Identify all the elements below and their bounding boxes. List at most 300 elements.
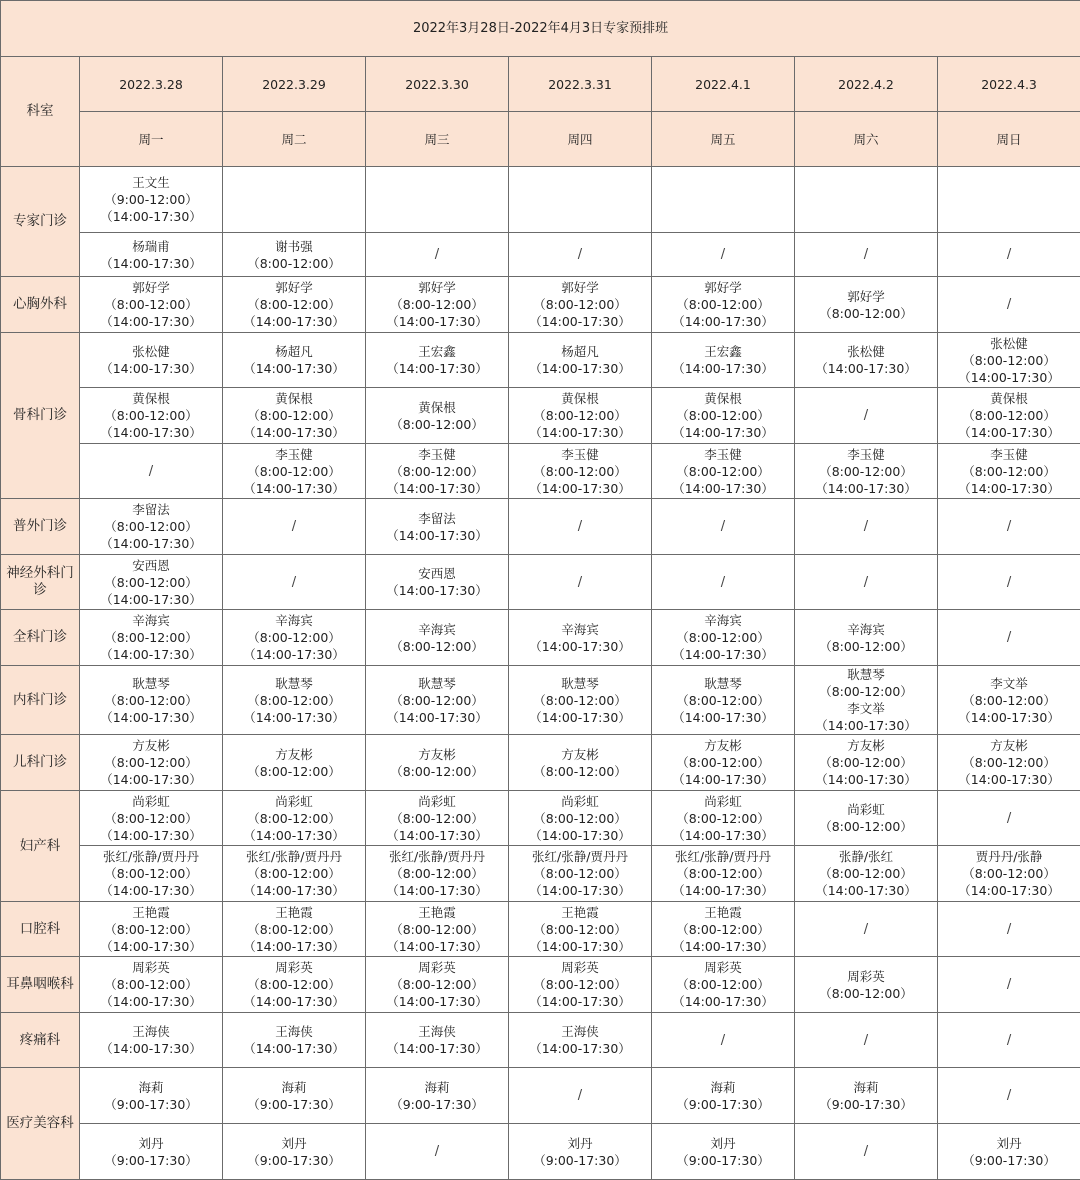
doctor-name: 耿慧琴 (509, 675, 651, 692)
doctor-name: 耿慧琴 (223, 675, 365, 692)
schedule-cell: / (938, 957, 1080, 1013)
table-row (1, 1068, 1080, 1124)
page-title: 2022年3月28日-2022年4月3日专家预排班 (1, 1, 1080, 57)
shift-time: （14:00-17:30） (366, 480, 508, 497)
schedule-cell: / (366, 1124, 509, 1180)
shift-time: （14:00-17:30） (366, 527, 508, 544)
schedule-cell (80, 735, 223, 791)
schedule-cell (652, 902, 795, 957)
shift-time: （14:00-17:30） (938, 480, 1080, 497)
shift-time: （8:00-12:00） (938, 463, 1080, 480)
schedule-cell (938, 1124, 1080, 1180)
date-header: 2022.3.30 (366, 57, 509, 112)
shift-time: （8:00-12:00） (652, 921, 794, 938)
doctor-name: 郭好学 (223, 279, 365, 296)
shift-time: （14:00-17:30） (652, 771, 794, 788)
doctor-name: 安西恩 (80, 557, 222, 574)
schedule-cell (366, 666, 509, 735)
doctor-name: 周彩英 (795, 968, 937, 985)
schedule-cell: / (223, 555, 366, 610)
doctor-name: 王宏鑫 (366, 343, 508, 360)
weekday-header: 周二 (223, 112, 366, 167)
shift-time: （9:00-17:30） (223, 1152, 365, 1169)
shift-time: （8:00-12:00） (509, 296, 651, 313)
shift-time: （14:00-17:30） (509, 480, 651, 497)
shift-time: （14:00-17:30） (652, 993, 794, 1010)
doctor-name: 李玉健 (509, 446, 651, 463)
shift-time: （8:00-12:00） (80, 296, 222, 313)
shift-time: （14:00-17:30） (223, 993, 365, 1010)
schedule-cell (795, 333, 938, 388)
doctor-name: 海莉 (795, 1079, 937, 1096)
table-row (1, 277, 1080, 333)
shift-time: （14:00-17:30） (223, 313, 365, 330)
shift-time: （8:00-12:00） (366, 296, 508, 313)
doctor-name: 周彩英 (509, 959, 651, 976)
schedule-cell (80, 666, 223, 735)
schedule-cell: / (795, 388, 938, 444)
shift-time: （8:00-12:00） (80, 407, 222, 424)
shift-time: （14:00-17:30） (509, 938, 651, 955)
schedule-cell (80, 1068, 223, 1124)
schedule-cell (80, 1124, 223, 1180)
doctor-name: 张松健 (795, 343, 937, 360)
doctor-name: 张红/张静/贾丹丹 (509, 848, 651, 865)
shift-time: （8:00-12:00） (652, 407, 794, 424)
shift-time: （9:00-17:30） (795, 1096, 937, 1113)
schedule-cell (795, 957, 938, 1013)
dept-column-header: 科室 (1, 57, 80, 167)
schedule-cell: / (652, 499, 795, 555)
schedule-cell: / (938, 791, 1080, 846)
doctor-name: 海莉 (652, 1079, 794, 1096)
shift-time: （9:00-17:30） (938, 1152, 1080, 1169)
shift-time: （14:00-17:30） (509, 993, 651, 1010)
doctor-name: 王海侠 (223, 1023, 365, 1040)
schedule-cell (223, 846, 366, 902)
doctor-name: 王宏鑫 (652, 343, 794, 360)
table-row (1, 1013, 1080, 1068)
doctor-name: 李玉健 (366, 446, 508, 463)
doctor-name: 方友彬 (652, 737, 794, 754)
schedule-cell (938, 846, 1080, 902)
table-row (1, 735, 1080, 791)
table-row (1, 555, 1080, 610)
shift-time: （14:00-17:30） (509, 424, 651, 441)
schedule-cell (652, 1124, 795, 1180)
shift-time: （8:00-12:00） (80, 574, 222, 591)
shift-time: （14:00-17:30） (80, 646, 222, 663)
doctor-name: 张红/张静/贾丹丹 (223, 848, 365, 865)
schedule-cell (80, 846, 223, 902)
schedule-cell (366, 846, 509, 902)
shift-time: （8:00-12:00） (938, 692, 1080, 709)
department-name: 疼痛科 (1, 1013, 80, 1068)
schedule-cell: / (652, 555, 795, 610)
shift-time: （14:00-17:30） (652, 827, 794, 844)
department-name: 全科门诊 (1, 610, 80, 666)
shift-time: （14:00-17:30） (366, 360, 508, 377)
schedule-cell (223, 610, 366, 666)
schedule-cell (652, 735, 795, 791)
shift-time: （9:00-17:30） (80, 1152, 222, 1169)
shift-time: （14:00-17:30） (795, 717, 937, 734)
shift-time: （8:00-12:00） (80, 629, 222, 646)
doctor-name: 安西恩 (366, 565, 508, 582)
doctor-name: 尚彩虹 (509, 793, 651, 810)
weekday-header: 周日 (938, 112, 1080, 167)
shift-time: （8:00-12:00） (652, 296, 794, 313)
department-name: 耳鼻咽喉科 (1, 957, 80, 1013)
shift-time: （14:00-17:30） (509, 360, 651, 377)
doctor-name: 辛海宾 (223, 612, 365, 629)
schedule-cell (509, 610, 652, 666)
doctor-name: 王海侠 (366, 1023, 508, 1040)
department-name: 口腔科 (1, 902, 80, 957)
table-row (1, 233, 1080, 277)
shift-time: （8:00-12:00） (366, 463, 508, 480)
doctor-name: 王艳霞 (366, 904, 508, 921)
schedule-cell (223, 666, 366, 735)
schedule-cell (652, 167, 795, 233)
shift-time: （14:00-17:30） (652, 360, 794, 377)
shift-time: （8:00-12:00） (80, 810, 222, 827)
shift-time: （9:00-17:30） (652, 1152, 794, 1169)
schedule-cell (223, 1013, 366, 1068)
schedule-cell (509, 333, 652, 388)
schedule-cell (652, 277, 795, 333)
shift-time: （14:00-17:30） (80, 313, 222, 330)
shift-time: （14:00-17:30） (652, 424, 794, 441)
doctor-name: 郭好学 (80, 279, 222, 296)
weekday-header: 周五 (652, 112, 795, 167)
date-header: 2022.3.29 (223, 57, 366, 112)
doctor-name: 黄保根 (223, 390, 365, 407)
schedule-cell: / (795, 902, 938, 957)
doctor-name: 黄保根 (509, 390, 651, 407)
doctor-name: 周彩英 (80, 959, 222, 976)
doctor-name: 刘丹 (223, 1135, 365, 1152)
schedule-cell: / (795, 499, 938, 555)
shift-time: （14:00-17:30） (80, 424, 222, 441)
doctor-name: 杨瑞甫 (80, 238, 222, 255)
shift-time: （8:00-12:00） (223, 255, 365, 272)
department-name: 心胸外科 (1, 277, 80, 333)
shift-time: （14:00-17:30） (509, 638, 651, 655)
doctor-name: 李玉健 (795, 446, 937, 463)
shift-time: （8:00-12:00） (652, 754, 794, 771)
schedule-cell (509, 277, 652, 333)
doctor-name: 耿慧琴 (652, 675, 794, 692)
schedule-cell (223, 277, 366, 333)
schedule-cell (223, 791, 366, 846)
table-row (1, 791, 1080, 846)
doctor-name: 方友彬 (938, 737, 1080, 754)
shift-time: （8:00-12:00） (223, 407, 365, 424)
shift-time: （14:00-17:30） (795, 360, 937, 377)
doctor-name: 方友彬 (795, 737, 937, 754)
table-row (1, 388, 1080, 444)
shift-time: （8:00-12:00） (509, 976, 651, 993)
shift-time: （8:00-12:00） (80, 692, 222, 709)
shift-time: （14:00-17:30） (652, 313, 794, 330)
doctor-name: 尚彩虹 (795, 801, 937, 818)
schedule-cell: / (795, 555, 938, 610)
shift-time: （8:00-12:00） (80, 865, 222, 882)
schedule-cell: / (795, 1124, 938, 1180)
table-row (1, 666, 1080, 735)
table-row (1, 1124, 1080, 1180)
schedule-cell (509, 902, 652, 957)
shift-time: （8:00-12:00） (366, 638, 508, 655)
schedule-cell (652, 610, 795, 666)
schedule-cell: / (652, 233, 795, 277)
shift-time: （14:00-17:30） (366, 827, 508, 844)
schedule-cell (509, 791, 652, 846)
table-row (1, 957, 1080, 1013)
shift-time: （14:00-17:30） (509, 827, 651, 844)
shift-time: （14:00-17:30） (223, 646, 365, 663)
shift-time: （14:00-17:30） (938, 882, 1080, 899)
shift-time: （8:00-12:00） (795, 463, 937, 480)
shift-time: （14:00-17:30） (366, 938, 508, 955)
shift-time: （14:00-17:30） (509, 882, 651, 899)
doctor-name: 郭好学 (795, 288, 937, 305)
shift-time: （8:00-12:00） (795, 683, 937, 700)
shift-time: 李文举 (795, 700, 937, 717)
doctor-name: 刘丹 (652, 1135, 794, 1152)
shift-time: （8:00-12:00） (509, 407, 651, 424)
shift-time: （14:00-17:30） (80, 882, 222, 899)
shift-time: （14:00-17:30） (80, 535, 222, 552)
doctor-name: 张红/张静/贾丹丹 (366, 848, 508, 865)
shift-time: （8:00-12:00） (223, 629, 365, 646)
schedule-cell (795, 735, 938, 791)
schedule-cell (366, 388, 509, 444)
schedule-cell (795, 1068, 938, 1124)
schedule-cell (795, 610, 938, 666)
schedule-cell (223, 444, 366, 499)
schedule-cell (938, 444, 1080, 499)
doctor-name: 辛海宾 (795, 621, 937, 638)
shift-time: （8:00-12:00） (80, 921, 222, 938)
schedule-cell (509, 1013, 652, 1068)
table-row (1, 499, 1080, 555)
shift-time: （8:00-12:00） (223, 763, 365, 780)
doctor-name: 尚彩虹 (223, 793, 365, 810)
schedule-cell (223, 333, 366, 388)
date-header: 2022.4.3 (938, 57, 1080, 112)
schedule-cell (509, 957, 652, 1013)
shift-time: （9:00-17:30） (652, 1096, 794, 1113)
doctor-name: 海莉 (366, 1079, 508, 1096)
schedule-cell (938, 167, 1080, 233)
schedule-cell (223, 902, 366, 957)
department-name: 骨科门诊 (1, 333, 80, 499)
schedule-cell (366, 1013, 509, 1068)
doctor-name: 方友彬 (366, 746, 508, 763)
schedule-cell (366, 957, 509, 1013)
shift-time: （8:00-12:00） (652, 865, 794, 882)
doctor-name: 方友彬 (223, 746, 365, 763)
schedule-cell (80, 1013, 223, 1068)
schedule-cell (366, 167, 509, 233)
doctor-name: 方友彬 (80, 737, 222, 754)
schedule-cell (652, 791, 795, 846)
shift-time: （14:00-17:30） (223, 1040, 365, 1057)
schedule-cell (509, 444, 652, 499)
doctor-name: 尚彩虹 (80, 793, 222, 810)
shift-time: （8:00-12:00） (509, 763, 651, 780)
shift-time: （8:00-12:00） (795, 985, 937, 1002)
department-name: 妇产科 (1, 791, 80, 902)
shift-time: （14:00-17:30） (80, 827, 222, 844)
shift-time: （14:00-17:30） (80, 709, 222, 726)
table-row (1, 610, 1080, 666)
shift-time: （14:00-17:30） (80, 1040, 222, 1057)
shift-time: （14:00-17:30） (652, 480, 794, 497)
shift-time: （8:00-12:00） (795, 305, 937, 322)
shift-time: （8:00-12:00） (652, 810, 794, 827)
weekday-header: 周四 (509, 112, 652, 167)
schedule-cell (795, 846, 938, 902)
shift-time: （14:00-17:30） (652, 882, 794, 899)
doctor-name: 黄保根 (938, 390, 1080, 407)
doctor-name: 尚彩虹 (366, 793, 508, 810)
schedule-cell (80, 555, 223, 610)
shift-time: （14:00-17:30） (366, 709, 508, 726)
doctor-name: 尚彩虹 (652, 793, 794, 810)
shift-time: （14:00-17:30） (795, 480, 937, 497)
shift-time: （14:00-17:30） (223, 709, 365, 726)
doctor-name: 贾丹丹/张静 (938, 848, 1080, 865)
shift-time: （9:00-17:30） (223, 1096, 365, 1113)
schedule-cell (652, 846, 795, 902)
shift-time: （8:00-12:00） (223, 865, 365, 882)
table-row (1, 333, 1080, 388)
shift-time: （14:00-17:30） (80, 591, 222, 608)
schedule-cell (652, 957, 795, 1013)
schedule-cell (80, 610, 223, 666)
department-name: 医疗美容科 (1, 1068, 80, 1180)
doctor-name: 李留法 (80, 501, 222, 518)
schedule-cell (80, 388, 223, 444)
shift-time: （14:00-17:30） (652, 709, 794, 726)
doctor-name: 刘丹 (509, 1135, 651, 1152)
shift-time: （8:00-12:00） (938, 352, 1080, 369)
shift-time: （8:00-12:00） (223, 921, 365, 938)
shift-time: （8:00-12:00） (366, 416, 508, 433)
doctor-name: 辛海宾 (366, 621, 508, 638)
schedule-cell (366, 277, 509, 333)
shift-time: （8:00-12:00） (80, 754, 222, 771)
shift-time: （8:00-12:00） (366, 810, 508, 827)
shift-time: （14:00-17:30） (509, 1040, 651, 1057)
doctor-name: 方友彬 (509, 746, 651, 763)
schedule-cell (80, 902, 223, 957)
doctor-name: 杨超凡 (509, 343, 651, 360)
doctor-name: 李玉健 (938, 446, 1080, 463)
schedule-cell: / (938, 499, 1080, 555)
schedule-cell (366, 902, 509, 957)
schedule-cell (509, 846, 652, 902)
schedule-cell (223, 167, 366, 233)
shift-time: （14:00-17:30） (80, 771, 222, 788)
shift-time: （9:00-17:30） (509, 1152, 651, 1169)
schedule-cell (509, 388, 652, 444)
doctor-name: 耿慧琴 (366, 675, 508, 692)
shift-time: （14:00-17:30） (223, 938, 365, 955)
department-name: 儿科门诊 (1, 735, 80, 791)
doctor-name: 黄保根 (80, 390, 222, 407)
doctor-name: 张红/张静/贾丹丹 (80, 848, 222, 865)
schedule-cell (80, 167, 223, 233)
doctor-name: 郭好学 (366, 279, 508, 296)
doctor-name: 王艳霞 (223, 904, 365, 921)
shift-time: （8:00-12:00） (509, 692, 651, 709)
shift-time: （8:00-12:00） (652, 629, 794, 646)
shift-time: （8:00-12:00） (223, 976, 365, 993)
department-name: 内科门诊 (1, 666, 80, 735)
shift-time: （9:00-17:30） (80, 1096, 222, 1113)
schedule-cell (652, 333, 795, 388)
schedule-cell (795, 791, 938, 846)
schedule-cell (938, 666, 1080, 735)
doctor-name: 李留法 (366, 510, 508, 527)
shift-time: （14:00-17:30） (366, 313, 508, 330)
shift-time: （14:00-17:30） (223, 827, 365, 844)
shift-time: （9:00-17:30） (366, 1096, 508, 1113)
shift-time: （14:00-17:30） (795, 882, 937, 899)
department-name: 专家门诊 (1, 167, 80, 277)
doctor-name: 周彩英 (223, 959, 365, 976)
doctor-name: 张红/张静/贾丹丹 (652, 848, 794, 865)
table-row (1, 167, 1080, 233)
shift-time: （14:00-17:30） (366, 582, 508, 599)
schedule-cell: / (509, 233, 652, 277)
shift-time: （14:00-17:30） (223, 424, 365, 441)
doctor-name: 张松健 (80, 343, 222, 360)
schedule-cell (366, 555, 509, 610)
doctor-name: 王海侠 (80, 1023, 222, 1040)
shift-time: （14:00-17:30） (223, 480, 365, 497)
shift-time: （8:00-12:00） (795, 754, 937, 771)
schedule-cell: / (509, 555, 652, 610)
schedule-cell (652, 388, 795, 444)
schedule-cell: / (938, 233, 1080, 277)
schedule-cell (80, 233, 223, 277)
schedule-cell (795, 277, 938, 333)
doctor-name: 李文举 (938, 675, 1080, 692)
shift-time: （9:00-12:00） (80, 191, 222, 208)
schedule-cell (366, 735, 509, 791)
doctor-name: 张松健 (938, 335, 1080, 352)
date-header: 2022.3.28 (80, 57, 223, 112)
doctor-name: 刘丹 (80, 1135, 222, 1152)
shift-time: （14:00-17:30） (223, 360, 365, 377)
schedule-cell (509, 735, 652, 791)
schedule-cell: / (223, 499, 366, 555)
schedule-cell (223, 1124, 366, 1180)
shift-time: （14:00-17:30） (80, 255, 222, 272)
schedule-cell (938, 735, 1080, 791)
shift-time: （8:00-12:00） (938, 754, 1080, 771)
shift-time: （8:00-12:00） (366, 976, 508, 993)
shift-time: （14:00-17:30） (80, 208, 222, 225)
weekday-header: 周三 (366, 112, 509, 167)
shift-time: （8:00-12:00） (223, 810, 365, 827)
shift-time: （14:00-17:30） (80, 993, 222, 1010)
